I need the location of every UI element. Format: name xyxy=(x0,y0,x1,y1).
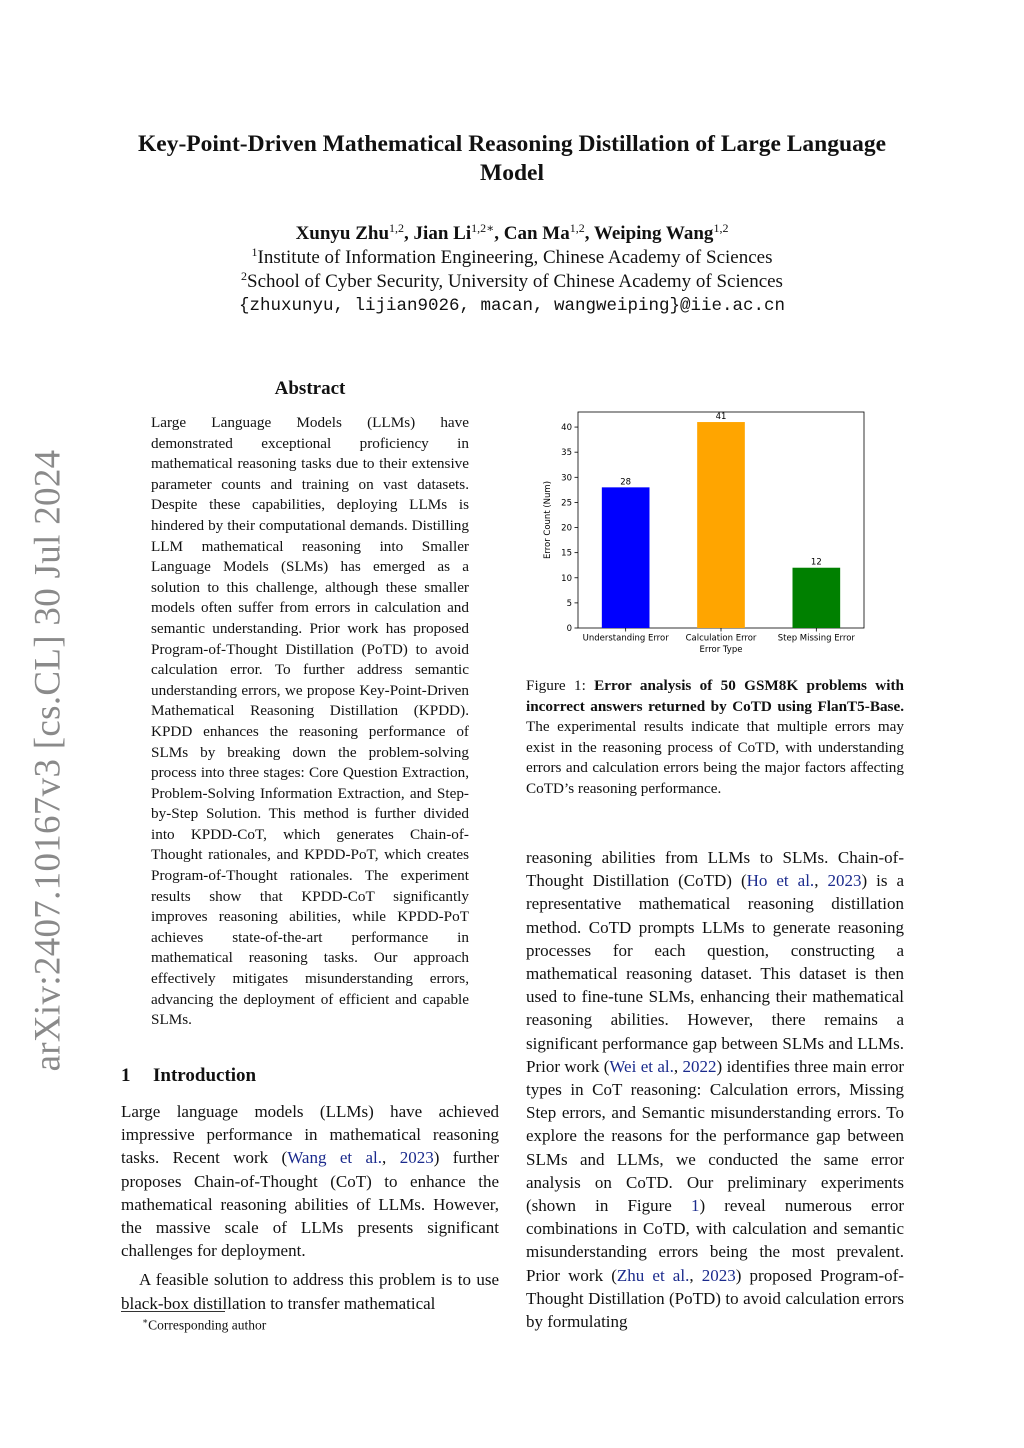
author: Xunyu Zhu$^{1,2}$, xyxy=(295,221,414,244)
citation-link[interactable]: Zhu et al. xyxy=(616,1265,690,1285)
abstract-text: Large Language Models (LLMs) have demonstrated exceptional proficiency in mathematical reasoning tasks due to their extensive parameter counts and training on vast datasets. Despite these capabilities, deploying LLMs is hindered by their computational demands. Distilling LLM mathematical reasoning into Smaller Language Models (SLMs) has emerged as a solution to this challenge, although these smaller models often suffer from errors in calculation and semantic understanding. Prior work has proposed Program-of-Thought Distillation (PoTD) to avoid calculation error. To further address semantic understanding errors, we propose Key-Point-Driven Mathematical Reasoning Distillation (KPDD). KPDD enhances the reasoning performance of SLMs by breaking down the problem-solving process into three stages: Core Question Extraction, Problem-Solving Information Extraction, and Step-by-Step Solution. This method is further divided into KPDD-CoT, which generates Chain-of-Thought rationales, and KPDD-PoT, which creates Program-of-Thought rationales. The experiment results show that KPDD-CoT significantly improves reasoning abilities, while KPDD-PoT achieves state-of-the-art performance in mathematical reasoning tasks. Our approach effectively mitigates misunderstanding errors, advancing the deployment of efficient and capable SLMs. xyxy=(151,414,469,1029)
y-tick-label: 10 xyxy=(561,573,572,584)
text-run: ) identifies three main error types in CoT reasoning: Calculation errors, Missing Step errors, and Semantic misunderstanding errors. To explore the reasons for the performance gap between SLMs and LLMs, we conducted the same error analysis on CoTD. Our preliminary experiments (shown in Figure xyxy=(526,1056,904,1216)
bar-calculation-error xyxy=(697,422,745,628)
section-title: Introduction xyxy=(153,1065,257,1086)
author-block xyxy=(110,222,914,318)
text-run: reasoning abilities from LLMs to SLMs. Chain-of-Thought Distillation (CoTD) ( xyxy=(526,848,904,891)
author-emails: {zhuxunyu, lijian9026, macan, wangweiping}@iie.ac.cn xyxy=(238,296,786,316)
text-run: Large language models (LLMs) have achieved impressive performance in mathematical reasoning tasks. Recent work ( xyxy=(121,1102,499,1168)
bar-value-label: 41 xyxy=(715,412,727,423)
text-run: ) proposed Program-of-Thought Distillation (PoTD) to avoid calculation errors by formulating xyxy=(526,1265,905,1332)
arxiv-identifier-text: arXiv:2407.10167v3 [cs.CL] 30 Jul 2024 xyxy=(27,449,69,1071)
arxiv-identifier xyxy=(24,449,72,1071)
x-tick-label: Step Missing Error xyxy=(777,633,855,644)
author: Can Ma$^{1,2}$, xyxy=(503,221,594,244)
y-tick-label: 35 xyxy=(561,448,572,459)
y-tick-label: 25 xyxy=(561,498,572,509)
text-run: ) reveal numerous error combinations in CoTD, with calculation and semantic misunderstanding errors being the most prevalent. Prior work ( xyxy=(526,1196,904,1285)
citation-link[interactable]: Wei et al. xyxy=(609,1056,674,1076)
citation-link[interactable]: Wang et al. xyxy=(287,1148,383,1168)
citation-link[interactable]: 2022 xyxy=(682,1056,717,1076)
intro-paragraph xyxy=(121,1100,499,1262)
intro-paragraph xyxy=(121,1268,499,1314)
paper-title: Key-Point-Driven Mathematical Reasoning Distillation of Large Language Model xyxy=(137,131,887,186)
text-run: ) further proposes Chain-of-Thought (CoT) to enhance the mathematical reasoning abilities of LLMs. However, the massive scale of LLMs presents significant challenges for deployment. xyxy=(121,1148,499,1261)
introduction-body xyxy=(121,1100,499,1315)
y-tick-label: 15 xyxy=(561,548,572,559)
y-tick-label: 5 xyxy=(566,598,572,609)
author: Jian $Li^{1,2∗}$, xyxy=(413,221,504,244)
author-list xyxy=(110,222,914,246)
caption-text: The experimental results indicate that multiple errors may exist in the reasoning process of CoTD, with understanding errors and calculation errors being the major factors affecting CoTD’s reasoning performance. xyxy=(526,718,904,797)
error-analysis-chart xyxy=(534,404,874,666)
bar-value-label: 28 xyxy=(620,477,632,488)
caption-bold: Error analysis of 50 GSM8K problems with incorrect answers returned by CoTD using FlanT5-Base. xyxy=(526,677,904,715)
affiliation: $^1$Institute of Information Engineering, Chinese Academy of Sciences xyxy=(251,245,773,268)
text-run: A feasible solution to address this problem is to use black-box distillation to transfer mathematical xyxy=(121,1270,499,1313)
section-heading-introduction xyxy=(121,1065,256,1087)
caption-label: Figure 1: xyxy=(526,677,595,694)
citation-link[interactable]: 2023 xyxy=(701,1265,736,1285)
footnote: ∗Corresponding author xyxy=(142,1316,267,1333)
text-run: , xyxy=(689,1265,702,1285)
author: Weiping Wang$^{1,2}$ xyxy=(593,221,729,244)
citation-link[interactable]: 2023 xyxy=(399,1148,434,1168)
text-run: , xyxy=(814,871,828,891)
y-tick-label: 0 xyxy=(566,624,572,634)
bar-chart-svg xyxy=(534,404,874,666)
text-run: ) is a representative mathematical reasoning distillation method. CoTD prompts LLMs to generate reasoning processes for each question, constructing a mathematical reasoning dataset. This dataset is then used to fine-tune SLMs, enhancing their mathematical reasoning abilities. However, there remains a significant performance gap between SLMs and LLMs. Prior work ( xyxy=(526,871,905,1076)
footnote-divider xyxy=(121,1311,225,1312)
bar-step-missing-error xyxy=(793,568,841,628)
x-axis-title: Error Type xyxy=(699,645,743,655)
text-run: , xyxy=(673,1056,683,1076)
x-tick-label: Understanding Error xyxy=(582,633,669,644)
y-tick-label: 40 xyxy=(561,423,572,434)
abstract-heading: Abstract xyxy=(274,378,346,399)
x-tick-label: Calculation Error xyxy=(685,633,757,644)
section-number: 1 xyxy=(121,1065,131,1086)
bar-value-label: 12 xyxy=(810,557,822,568)
citation-link[interactable]: 1 xyxy=(690,1196,700,1216)
y-tick-label: 30 xyxy=(561,473,572,484)
citation-link[interactable]: Ho et al. xyxy=(746,871,815,891)
y-tick-label: 20 xyxy=(561,523,572,534)
y-axis-title: Error Count (Num) xyxy=(543,480,553,560)
figure-caption xyxy=(526,676,904,800)
citation-link[interactable]: 2023 xyxy=(827,871,862,891)
affiliation: $^2$School of Cyber Security, University of Chinese Academy of Sciences xyxy=(241,269,783,292)
text-run: , xyxy=(382,1148,400,1168)
bar-understanding-error xyxy=(602,487,650,628)
right-column-paragraph xyxy=(526,846,904,1333)
